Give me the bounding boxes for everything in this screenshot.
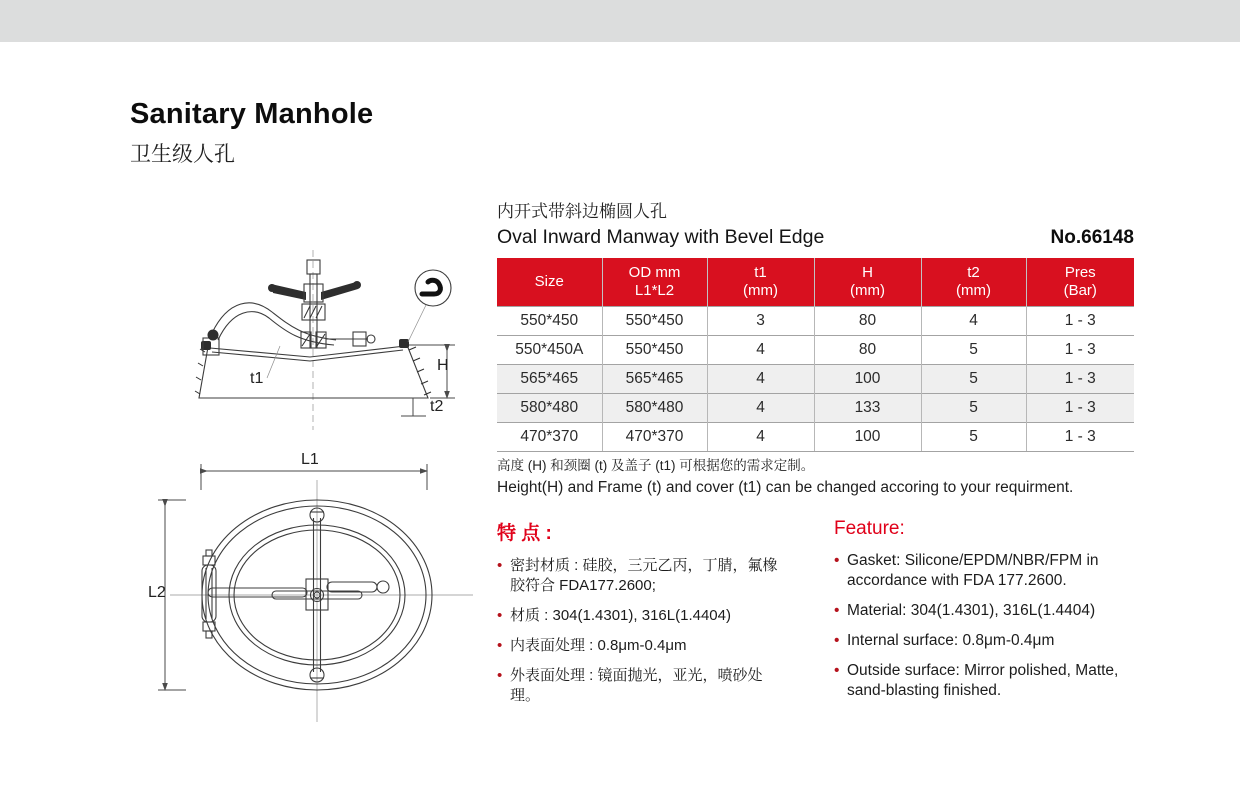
spec-table-header-row xyxy=(497,258,1134,306)
note-cn: 高度 (H) 和颈圈 (t) 及盖子 (t1) 可根据您的需求定制。 xyxy=(497,457,815,473)
spec-cell: 4 xyxy=(707,393,814,422)
spec-row xyxy=(497,393,1134,422)
dim-label-L1: L1 xyxy=(301,451,319,468)
features-row xyxy=(497,518,1134,716)
spec-cell: 4 xyxy=(707,335,814,364)
spec-cell: 1 - 3 xyxy=(1026,393,1134,422)
spec-cell: 470*370 xyxy=(497,422,602,451)
spec-cell: 470*370 xyxy=(602,422,707,451)
features-en-list xyxy=(834,551,1134,701)
spec-table xyxy=(497,258,1134,452)
spec-cell: 4 xyxy=(707,422,814,451)
top-view-svg xyxy=(140,438,475,730)
spec-cell: 550*450A xyxy=(497,335,602,364)
arm-pivot xyxy=(208,330,219,341)
spec-cell: 1 - 3 xyxy=(1026,335,1134,364)
feature-item: • 密封材质 : 硅胶，三元乙丙，丁腈，氟橡胶符合 FDA177.2600; xyxy=(497,556,785,596)
feature-item: • 材质 : 304(1.4301), 316L(1.4404) xyxy=(497,606,785,626)
spec-cell: 80 xyxy=(814,335,921,364)
spec-cell: 80 xyxy=(814,306,921,335)
title-block xyxy=(130,97,373,168)
note-en: Height(H) and Frame (t) and cover (t1) can be changed accoring to your requirment. xyxy=(497,478,1074,496)
model-number: No.66148 xyxy=(1050,227,1134,248)
spec-cell: 550*450 xyxy=(497,306,602,335)
gasket-detail-circle xyxy=(408,270,451,342)
feature-item: • Material: 304(1.4301), 316L(1.4404) xyxy=(834,601,1134,621)
spec-cell: 565*465 xyxy=(602,364,707,393)
handwheel xyxy=(268,281,361,302)
dim-label-t1: t1 xyxy=(250,370,264,387)
product-name-cn: 内开式带斜边椭圆人孔 xyxy=(497,202,667,221)
spec-cell: 5 xyxy=(921,335,1026,364)
spec-cell: 5 xyxy=(921,422,1026,451)
spec-table-body xyxy=(497,306,1134,451)
features-en-heading: Feature: xyxy=(834,517,905,539)
dim-label-t2: t2 xyxy=(430,398,444,415)
spec-col-header: t2 (mm) xyxy=(921,258,1026,306)
spec-cell: 4 xyxy=(707,364,814,393)
product-section xyxy=(497,201,1134,716)
feature-item: • Outside surface: Mirror polished, Matte, sand-blasting finished. xyxy=(834,661,1134,701)
feature-item: • Gasket: Silicone/EPDM/NBR/FPM in accordance with FDA 177.2600. xyxy=(834,551,1134,591)
spec-cell: 5 xyxy=(921,393,1026,422)
feature-item: • 内表面处理 : 0.8μm-0.4μm xyxy=(497,636,785,656)
features-cn-heading: 特 点 : xyxy=(497,522,552,544)
spec-cell: 580*480 xyxy=(602,393,707,422)
page-title: Sanitary Manhole xyxy=(130,98,374,130)
page-subtitle-cn: 卫生级人孔 xyxy=(130,143,235,166)
spec-cell: 1 - 3 xyxy=(1026,422,1134,451)
spec-row xyxy=(497,422,1134,451)
dim-label-L2: L2 xyxy=(148,584,166,601)
feature-item: • 外表面处理 : 镜面抛光，亚光，喷砂处理。 xyxy=(497,666,785,706)
top-banner xyxy=(0,0,1240,42)
spec-col-header: H (mm) xyxy=(814,258,921,306)
spec-cell: 1 - 3 xyxy=(1026,364,1134,393)
spec-cell: 1 - 3 xyxy=(1026,306,1134,335)
spec-cell: 565*465 xyxy=(497,364,602,393)
side-view-drawing xyxy=(150,248,485,433)
spec-cell: 133 xyxy=(814,393,921,422)
feature-item: • Internal surface: 0.8μm-0.4μm xyxy=(834,631,1134,651)
spec-cell: 4 xyxy=(921,306,1026,335)
spec-cell: 550*450 xyxy=(602,306,707,335)
spec-row xyxy=(497,335,1134,364)
spec-cell: 5 xyxy=(921,364,1026,393)
product-name-en: Oval Inward Manway with Bevel Edge xyxy=(497,226,825,248)
gasket-right xyxy=(399,339,409,348)
features-cn-list xyxy=(497,556,834,706)
spec-cell: 100 xyxy=(814,364,921,393)
table-notes xyxy=(497,456,1134,499)
features-cn-section xyxy=(497,518,834,716)
spec-cell: 580*480 xyxy=(497,393,602,422)
spec-row xyxy=(497,364,1134,393)
spec-cell: 550*450 xyxy=(602,335,707,364)
spec-cell: 100 xyxy=(814,422,921,451)
spec-col-header: Size xyxy=(497,258,602,306)
top-view-drawing xyxy=(140,438,475,730)
spec-col-header: t1 (mm) xyxy=(707,258,814,306)
spec-row xyxy=(497,306,1134,335)
spec-col-header: Pres (Bar) xyxy=(1026,258,1134,306)
features-en-section xyxy=(834,518,1134,716)
spec-cell: 3 xyxy=(707,306,814,335)
spec-col-header: OD mm L1*L2 xyxy=(602,258,707,306)
dim-label-H: H xyxy=(437,357,449,374)
product-heading-row xyxy=(497,226,1134,249)
